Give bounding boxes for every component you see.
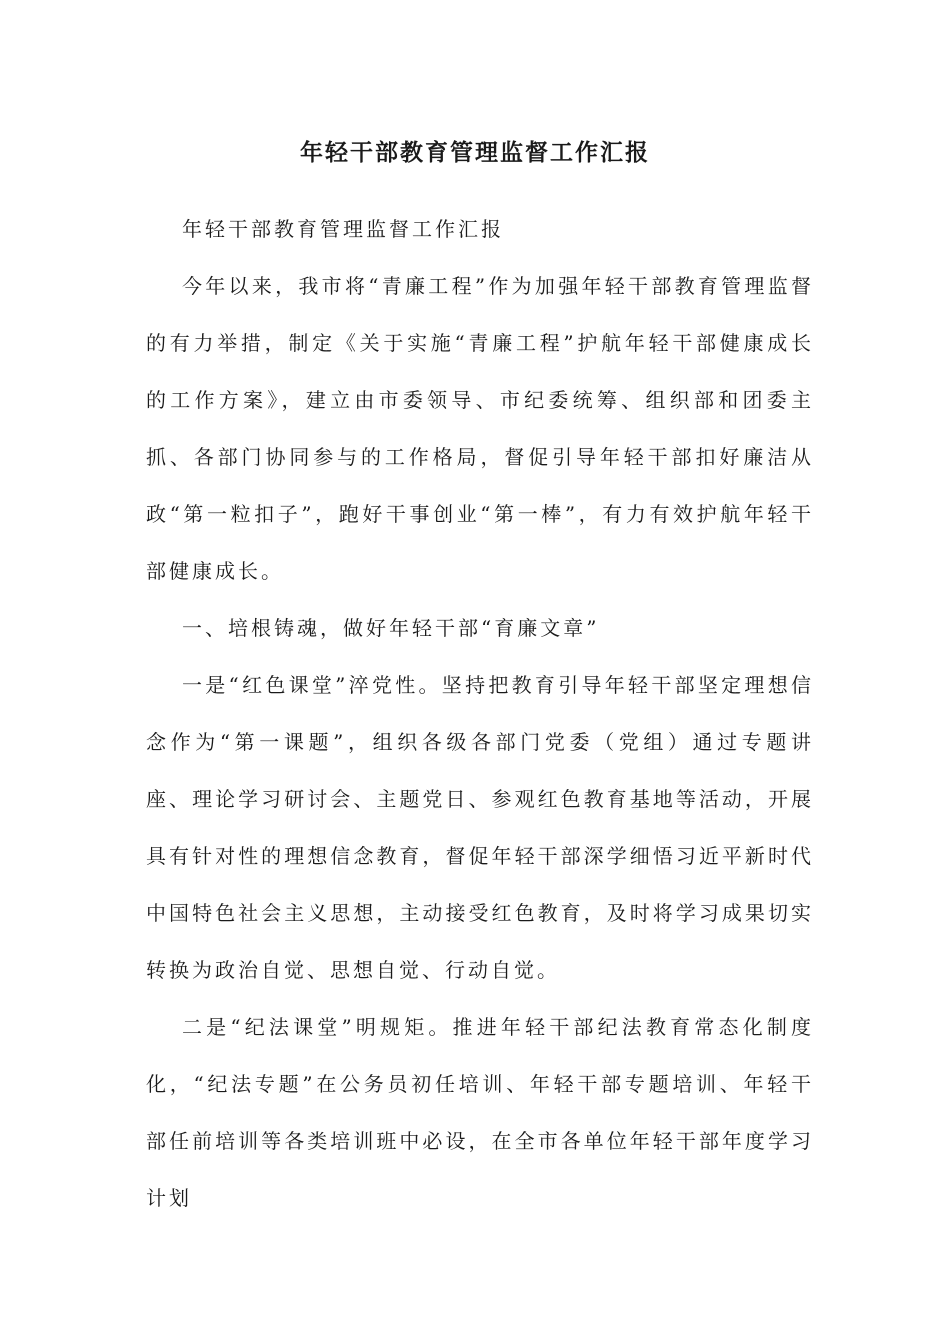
section-heading-1: 一、培根铸魂，做好年轻干部“育廉文章” (182, 616, 600, 640)
document-body (146, 201, 814, 1227)
paragraph-intro: 今年以来，我市将“青廉工程”作为加强年轻干部教育管理监督的有力举措，制定《关于实施“青廉工程”护航年轻干部健康成长的工作方案》，建立由市委领导、市纪委统筹、组织部和团委主抓、各部门协同参与的工作格局，督促引导年轻干部扣好廉洁从政“第一粒扣子”，跑好干事创业“第一棒”，有力有效护航年轻干部健康成长。 (146, 274, 814, 583)
document-title: 年轻干部教育管理监督工作汇报 (300, 139, 650, 166)
paragraph-discipline-classroom: 二是“纪法课堂”明规矩。推进年轻干部纪法教育常态化制度化，“纪法专题”在公务员初任培训、年轻干部专题培训、年轻干部任前培训等各类培训班中必设，在全市各单位年轻干部年度学习计划 (146, 1015, 814, 1210)
paragraph-red-classroom: 一是“红色课堂”淬党性。坚持把教育引导年轻干部坚定理想信念作为“第一课题”，组织各级各部门党委（党组）通过专题讲座、理论学习研讨会、主题党日、参观红色教育基地等活动，开展具有针对性的理想信念教育，督促年轻干部深学细悟习近平新时代中国特色社会主义思想，主动接受红色教育，及时将学习成果切实转换为政治自觉、思想自觉、行动自觉。 (146, 673, 814, 982)
paragraph-subtitle: 年轻干部教育管理监督工作汇报 (182, 217, 504, 241)
